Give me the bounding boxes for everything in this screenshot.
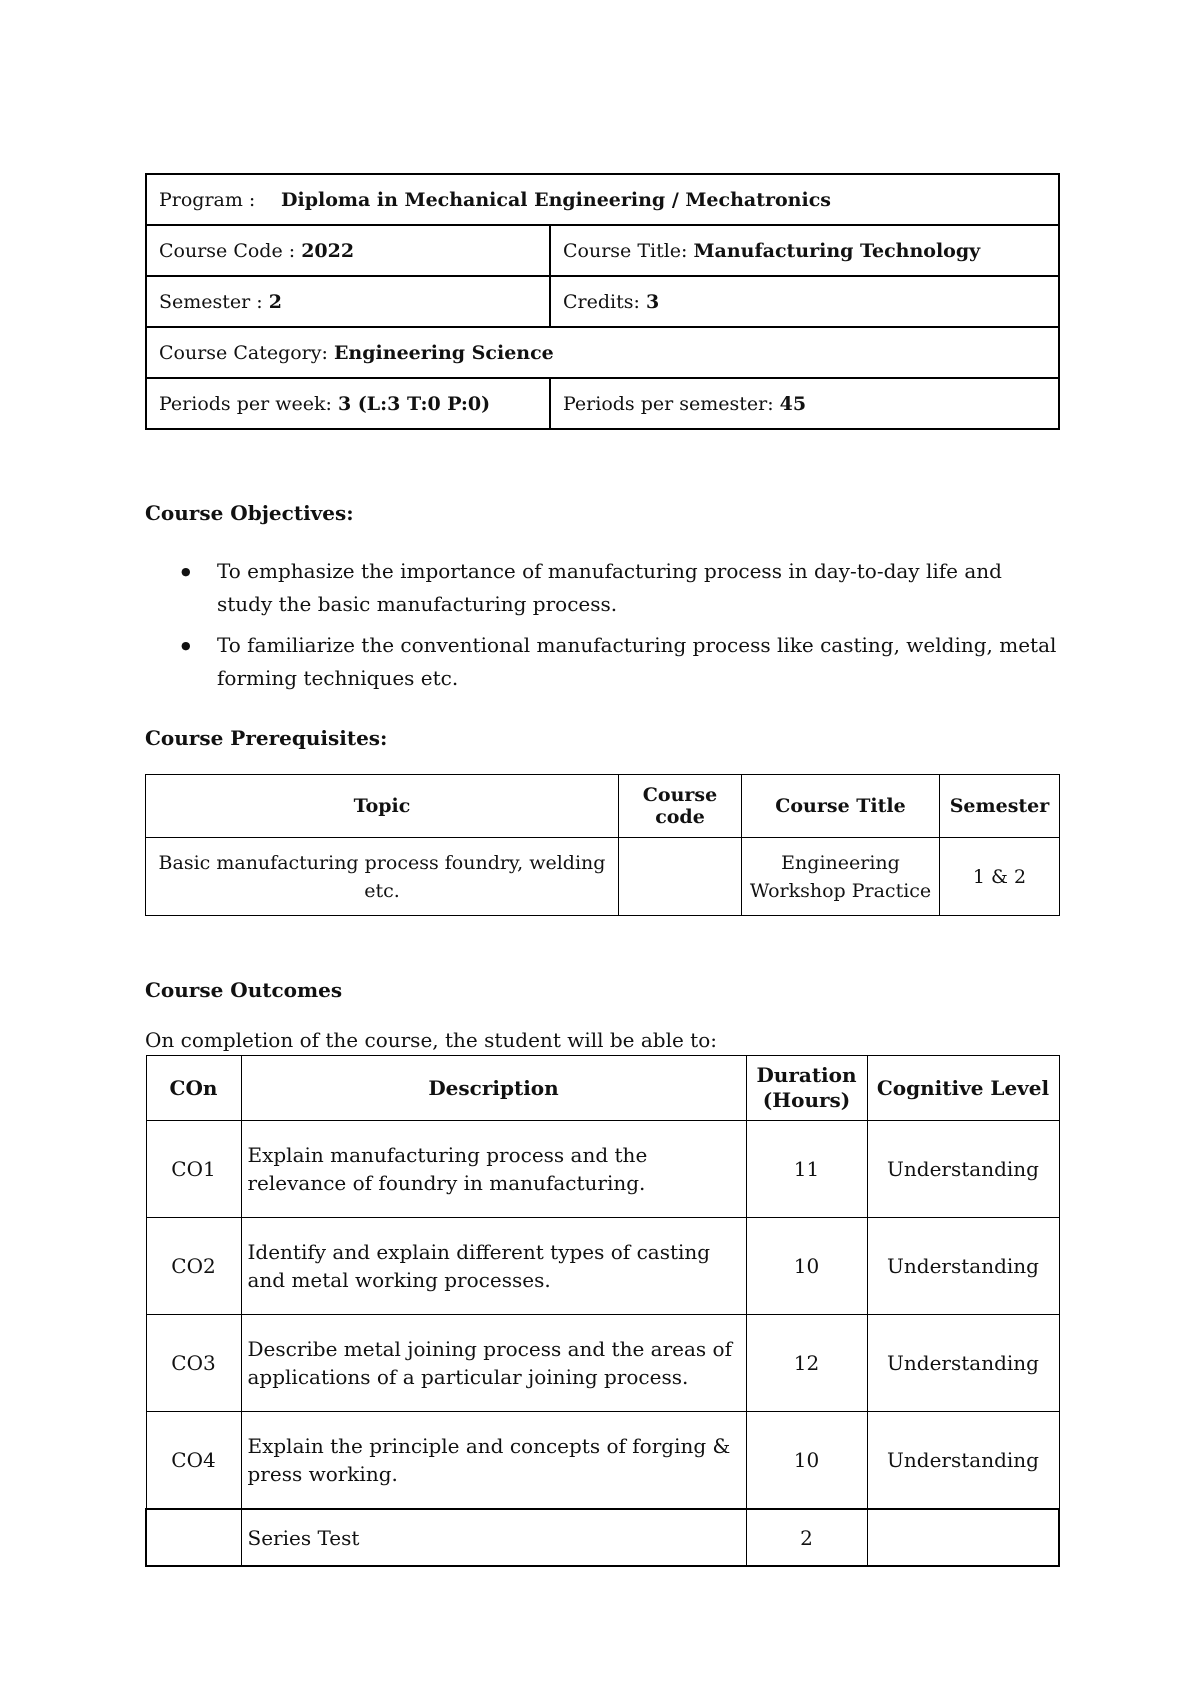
course-title-cell [550, 225, 1059, 276]
objective-item: ● To emphasize the importance of manufacturing process in day-to-day life and study the basic manufacturing process. [145, 555, 1060, 621]
prereq-semester: 1 & 2 [940, 838, 1060, 916]
semester-value: 2 [268, 290, 282, 313]
periods-semester-label: Periods per semester: [563, 392, 774, 415]
co-level: Understanding [867, 1218, 1059, 1315]
co-description: Explain the principle and concepts of forging & press working. [241, 1412, 746, 1510]
objective-item: ● To familiarize the conventional manufacturing process like casting, welding, metal forming techniques etc. [145, 629, 1060, 695]
objectives-list [145, 555, 1060, 703]
periods-semester-cell [550, 378, 1059, 429]
col-course-title: Course Title [742, 775, 940, 838]
prerequisites-table [145, 774, 1060, 916]
co-description: Explain manufacturing process and the relevance of foundry in manufacturing. [241, 1121, 746, 1218]
category-cell [146, 327, 1059, 378]
co-id: CO4 [146, 1412, 241, 1510]
co-description: Identify and explain different types of casting and metal working processes. [241, 1218, 746, 1315]
course-code-label: Course Code : [159, 239, 296, 262]
co-description: Describe metal joining process and the areas of applications of a particular joining process. [241, 1315, 746, 1412]
series-test-row [146, 1509, 1059, 1566]
program-cell [146, 174, 1059, 225]
course-code-cell [146, 225, 550, 276]
periods-week-value: 3 (L:3 T:0 P:0) [337, 392, 491, 415]
document-page [145, 173, 1060, 1550]
co-level: Understanding [867, 1412, 1059, 1510]
objectives-heading: Course Objectives: [145, 501, 354, 525]
prereq-topic: Basic manufacturing process foundry, welding etc. [146, 838, 619, 916]
program-label: Program : [159, 188, 256, 211]
course-info-table [145, 173, 1060, 430]
category-label: Course Category: [159, 341, 328, 364]
co-duration: 10 [746, 1412, 867, 1510]
course-title-label: Course Title: [563, 239, 688, 262]
series-test-con [146, 1509, 241, 1566]
co-duration: 10 [746, 1218, 867, 1315]
prereq-code [619, 838, 742, 916]
category-value: Engineering Science [333, 341, 554, 364]
col-semester: Semester [940, 775, 1060, 838]
prerequisites-heading: Course Prerequisites: [145, 726, 388, 750]
col-cognitive-level: Cognitive Level [867, 1056, 1059, 1121]
series-test-description: Series Test [241, 1509, 746, 1566]
periods-semester-value: 45 [779, 392, 807, 415]
series-test-level [867, 1509, 1059, 1566]
col-con: COn [146, 1056, 241, 1121]
program-value: Diploma in Mechanical Engineering / Mechatronics [281, 188, 831, 211]
semester-label: Semester : [159, 290, 263, 313]
table-row [146, 838, 1060, 916]
col-description: Description [241, 1056, 746, 1121]
co-duration: 11 [746, 1121, 867, 1218]
course-code-value: 2022 [301, 239, 355, 262]
table-row [146, 1315, 1059, 1412]
col-course-code: Course code [619, 775, 742, 838]
outcomes-table [145, 1055, 1060, 1567]
semester-cell [146, 276, 550, 327]
co-level: Understanding [867, 1121, 1059, 1218]
course-title-value: Manufacturing Technology [693, 239, 981, 262]
prereq-title: Engineering Workshop Practice [742, 838, 940, 916]
credits-value: 3 [645, 290, 660, 313]
outcomes-heading: Course Outcomes [145, 978, 343, 1002]
series-test-duration: 2 [746, 1509, 867, 1566]
credits-cell [550, 276, 1059, 327]
periods-week-cell [146, 378, 550, 429]
col-topic: Topic [146, 775, 619, 838]
table-row [146, 1412, 1059, 1510]
periods-week-label: Periods per week: [159, 392, 332, 415]
co-id: CO1 [146, 1121, 241, 1218]
table-row [146, 1218, 1059, 1315]
co-duration: 12 [746, 1315, 867, 1412]
co-id: CO3 [146, 1315, 241, 1412]
outcomes-intro: On completion of the course, the student will be able to: [145, 1028, 718, 1052]
credits-label: Credits: [563, 290, 640, 313]
table-row [146, 1121, 1059, 1218]
col-duration: Duration (Hours) [746, 1056, 867, 1121]
co-id: CO2 [146, 1218, 241, 1315]
co-level: Understanding [867, 1315, 1059, 1412]
